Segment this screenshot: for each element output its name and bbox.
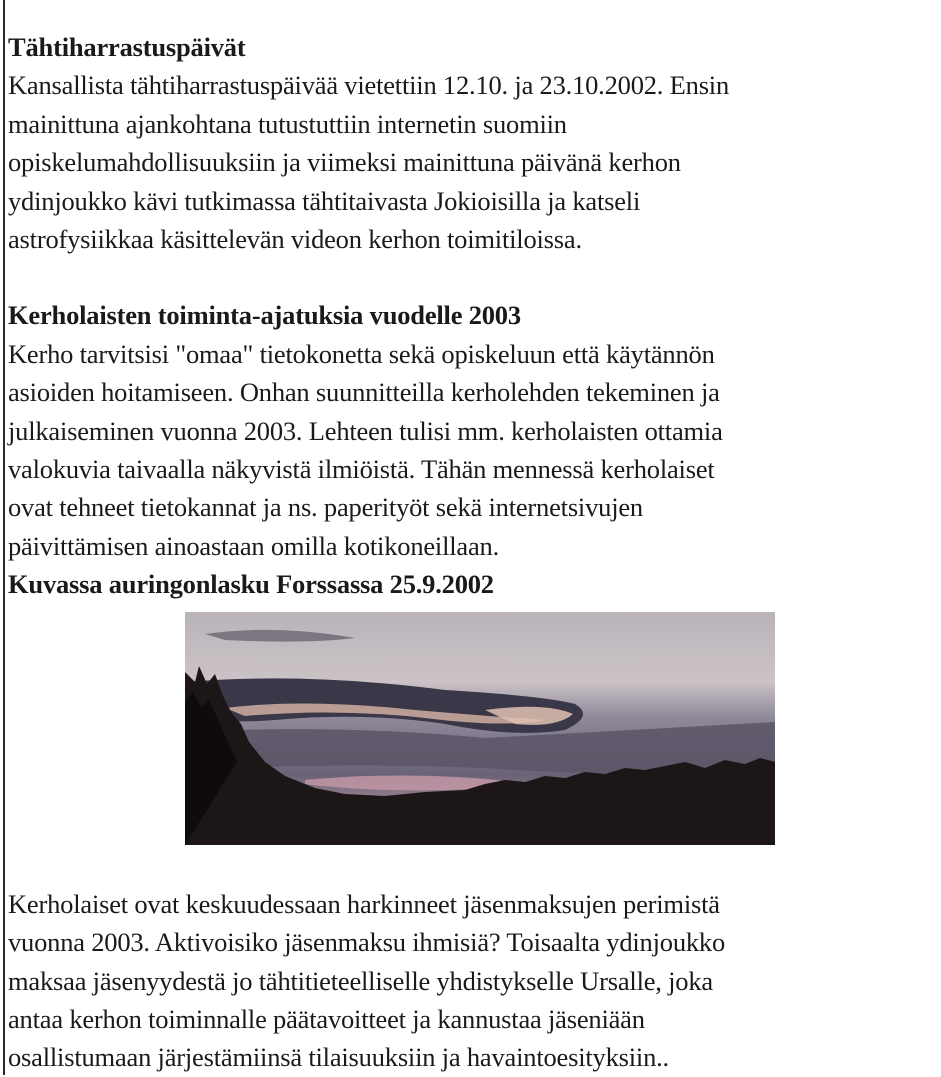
text-line: ydinjoukko kävi tutkimassa tähtitaivasta Jokioisilla ja katseli — [8, 185, 641, 216]
text-line: Kerho tarvitsisi "omaa" tietokonetta sekä opiskeluun että käytännön — [8, 338, 715, 369]
text-line: päivittämisen ainoastaan omilla kotikoneillaan. — [8, 530, 500, 561]
text-line: asioiden hoitamiseen. Onhan suunnitteilla kerholehden tekeminen ja — [8, 377, 720, 408]
left-margin-rule — [3, 0, 5, 1075]
text-line: antaa kerhon toiminnalle päätavoitteet ja kannustaa jäseniään — [8, 1003, 645, 1034]
text-line: Kerholaiset ovat keskuudessaan harkinneet jäsenmaksujen perimistä — [8, 888, 720, 919]
text-line: mainittuna ajankohtana tutustuttiin internetin suomiin — [8, 108, 567, 139]
section-heading-toiminta-ajatuksia: Kerholaisten toiminta-ajatuksia vuodelle 2003 — [8, 300, 521, 331]
text-line: julkaiseminen vuonna 2003. Lehteen tulisi mm. kerholaisten ottamia — [8, 415, 723, 446]
sunset-photo — [185, 612, 775, 845]
text-line: astrofysiikkaa käsittelevän videon kerhon toimitiloissa. — [8, 224, 582, 255]
photo-caption: Kuvassa auringonlasku Forssassa 25.9.2002 — [8, 569, 494, 600]
text-line: vuonna 2003. Aktivoisiko jäsenmaksu ihmisiä? Toisaalta ydinjoukko — [8, 927, 726, 958]
text-line: Kansallista tähtiharrastuspäivää vietettiin 12.10. ja 23.10.2002. Ensin — [8, 70, 730, 101]
text-line: opiskelumahdollisuuksiin ja viimeksi mainittuna päivänä kerhon — [8, 147, 681, 178]
section-body-tahtiharrastuspaivat — [8, 66, 936, 258]
section-heading-tahtiharrastuspaivat: Tähtiharrastuspäivät — [8, 32, 246, 62]
document-page — [8, 28, 936, 1077]
paragraph-gap — [8, 258, 936, 296]
text-line: ovat tehneet tietokannat ja ns. paperityöt sekä internetsivujen — [8, 492, 643, 523]
section-body-toiminta-ajatuksia — [8, 335, 936, 565]
sunset-photo-graphic — [185, 612, 775, 845]
text-line: valokuvia taivaalla näkyvistä ilmiöistä. Tähän mennessä kerholaiset — [8, 454, 715, 485]
text-line: maksaa jäsenyydestä jo tähtitieteelliselle yhdistykselle Ursalle, joka — [8, 965, 713, 996]
text-line: osallistumaan järjestämiinsä tilaisuuksiin ja havaintoesityksiin.. — [8, 1042, 669, 1073]
closing-paragraph — [8, 885, 936, 1077]
